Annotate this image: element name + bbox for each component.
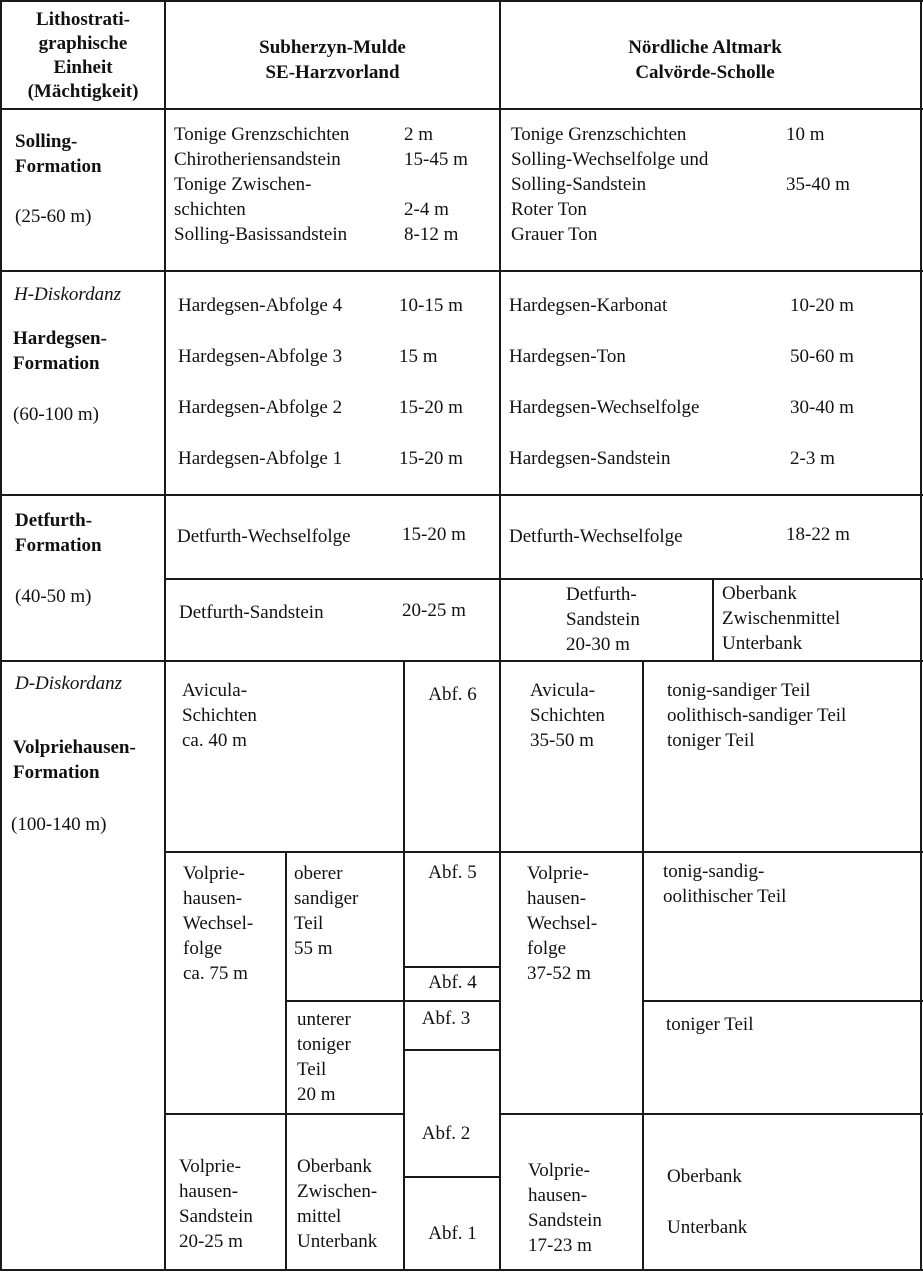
volp-sub-avicula-line: Schichten bbox=[182, 705, 257, 726]
volp-sub-unterer-line: 20 m bbox=[297, 1084, 336, 1105]
detfurth-sub-sandstein: Detfurth-Sandstein bbox=[179, 602, 324, 623]
volp-sub-sandstein-part: Oberbank bbox=[297, 1156, 372, 1177]
volp-alt-sandstein-line: hausen- bbox=[528, 1185, 588, 1206]
volp-alt-wechsel-line: hausen- bbox=[527, 888, 587, 909]
hardegsen-alt-item: Hardegsen-Wechselfolge bbox=[509, 397, 700, 418]
rule-avicula-bottom bbox=[164, 851, 923, 853]
detfurth-alt-sandstein-part: Oberbank bbox=[722, 583, 797, 604]
volp-alt-wechsel-upper-line: tonig-sandig- bbox=[663, 861, 765, 882]
hardegsen-discordance: H-Diskordanz bbox=[14, 284, 121, 305]
header-subherzyn bbox=[166, 35, 499, 85]
hardegsen-alt-value: 2-3 m bbox=[790, 448, 835, 469]
header-unit-line: (Mächtigkeit) bbox=[27, 81, 139, 102]
volp-alt-sandstein-line: 17-23 m bbox=[528, 1235, 592, 1256]
solling-alt-item: Grauer Ton bbox=[511, 224, 598, 245]
volp-sub-sandstein-part: Unterbank bbox=[297, 1231, 378, 1252]
rule-abf2-bottom bbox=[403, 1176, 500, 1178]
detfurth-alt-sandstein-part: Unterbank bbox=[722, 633, 803, 654]
volp-sub-avicula-line: ca. 40 m bbox=[182, 730, 247, 751]
solling-sub-item: Chirotheriensandstein bbox=[174, 149, 341, 170]
hardegsen-alt-value: 50-60 m bbox=[790, 346, 854, 367]
volp-sub-sandstein-parts bbox=[297, 1154, 377, 1254]
volp-alt-sandstein-line: Volprie- bbox=[528, 1160, 590, 1181]
volp-alt-avicula-part: oolithisch-sandiger Teil bbox=[667, 705, 847, 726]
solling-name bbox=[15, 129, 102, 179]
detfurth-name-line: Formation bbox=[15, 535, 102, 556]
rule-col1 bbox=[164, 0, 166, 1271]
solling-sub-item: Solling-Basissandstein bbox=[174, 224, 348, 245]
volpriehausen-thickness: (100-140 m) bbox=[11, 814, 107, 835]
hardegsen-sub-item: Hardegsen-Abfolge 2 bbox=[178, 397, 343, 418]
hardegsen-alt-item: Hardegsen-Karbonat bbox=[509, 295, 668, 316]
volp-alt-wechsel-line: folge bbox=[527, 938, 567, 959]
volp-alt-sandstein-part: Oberbank bbox=[667, 1166, 742, 1187]
solling-sub-values bbox=[404, 122, 468, 247]
volp-sub-oberer-line: oberer bbox=[294, 863, 343, 884]
solling-sub-item: Tonige Grenzschichten bbox=[174, 124, 350, 145]
solling-alt-value bbox=[786, 197, 850, 222]
header-altmark bbox=[501, 35, 909, 85]
volp-sub-wechsel-line: ca. 75 m bbox=[183, 963, 248, 984]
header-subherzyn-line: SE-Harzvorland bbox=[265, 62, 400, 83]
volp-alt-avicula-line: 35-50 m bbox=[530, 730, 594, 751]
hardegsen-name-line: Hardegsen- bbox=[13, 328, 107, 349]
hardegsen-alt-item: Hardegsen-Sandstein bbox=[509, 448, 671, 469]
hardegsen-alt-value: 30-40 m bbox=[790, 397, 854, 418]
rule-left bbox=[0, 0, 2, 1271]
hardegsen-thickness: (60-100 m) bbox=[13, 404, 100, 425]
hardegsen-alt-value: 10-20 m bbox=[790, 295, 854, 316]
header-unit-line: Lithostrati- bbox=[36, 9, 130, 30]
rule-col2 bbox=[499, 0, 501, 1271]
hardegsen-sub-item: Hardegsen-Abfolge 1 bbox=[178, 448, 343, 469]
header-unit-line: Einheit bbox=[53, 57, 113, 78]
volp-alt-wechsel-upper bbox=[663, 859, 786, 909]
volp-sub-sandstein-part: mittel bbox=[297, 1206, 342, 1227]
volp-sub-sandstein-part: Zwischen- bbox=[297, 1181, 378, 1202]
volp-alt-avicula-line: Schichten bbox=[530, 705, 605, 726]
hardegsen-name-line: Formation bbox=[13, 353, 100, 374]
detfurth-alt-sandstein-line: Detfurth- bbox=[566, 584, 637, 605]
rule-abf-left bbox=[403, 660, 405, 1271]
rule-abf3-bottom bbox=[403, 1049, 500, 1051]
solling-alt-item: Roter Ton bbox=[511, 199, 587, 220]
solling-sub-value: 15-45 m bbox=[404, 149, 468, 170]
volp-alt-wechsel-upper-line: oolithischer Teil bbox=[663, 886, 787, 907]
solling-alt-item: Tonige Grenzschichten bbox=[511, 124, 687, 145]
volpriehausen-discordance: D-Diskordanz bbox=[15, 673, 122, 694]
detfurth-alt-sandstein-parts bbox=[722, 581, 840, 656]
detfurth-sub-wechsel: Detfurth-Wechselfolge bbox=[177, 526, 351, 547]
detfurth-alt-wechsel-value: 18-22 m bbox=[786, 524, 850, 545]
volp-alt-wechsel-line: Volprie- bbox=[527, 863, 589, 884]
hardegsen-sub-value: 10-15 m bbox=[399, 295, 463, 316]
solling-sub-items bbox=[174, 122, 349, 247]
rule-detfurth-alt-split bbox=[712, 578, 714, 662]
volpriehausen-name-line: Volpriehausen- bbox=[13, 737, 136, 758]
rule-wechsel-bottom bbox=[164, 1113, 403, 1115]
volp-sub-sandstein bbox=[179, 1154, 253, 1254]
volp-alt-avicula bbox=[530, 678, 605, 753]
detfurth-name bbox=[15, 508, 102, 558]
hardegsen-sub-value: 15-20 m bbox=[399, 397, 463, 418]
volp-alt-wechsel-lower: toniger Teil bbox=[666, 1014, 754, 1035]
volp-sub-wechsel bbox=[183, 861, 253, 986]
volp-sub-wechsel-line: Volprie- bbox=[183, 863, 245, 884]
header-subherzyn-line: Subherzyn-Mulde bbox=[259, 37, 406, 58]
detfurth-alt-sandstein-line: 20-30 m bbox=[566, 634, 630, 655]
solling-alt-value: 10 m bbox=[786, 124, 825, 145]
solling-name-line: Solling- bbox=[15, 131, 78, 152]
volp-alt-avicula-parts bbox=[667, 678, 846, 753]
detfurth-sub-wechsel-value: 15-20 m bbox=[402, 524, 466, 545]
volp-alt-avicula-part: toniger Teil bbox=[667, 730, 755, 751]
solling-alt-value bbox=[786, 147, 850, 172]
volp-alt-avicula-line: Avicula- bbox=[530, 680, 596, 701]
abf-label: Abf. 6 bbox=[428, 684, 477, 705]
hardegsen-sub-item: Hardegsen-Abfolge 3 bbox=[178, 346, 343, 367]
solling-alt-values bbox=[786, 122, 850, 247]
rule-alt-wechsel-bottom bbox=[500, 1113, 923, 1115]
rule-alt-upper-bottom bbox=[642, 1000, 923, 1002]
solling-alt-value: 35-40 m bbox=[786, 174, 850, 195]
hardegsen-alt-item: Hardegsen-Ton bbox=[509, 346, 626, 367]
detfurth-sub-sandstein-value: 20-25 m bbox=[402, 600, 466, 621]
rule-right bbox=[920, 0, 922, 1271]
rule-oberer-bottom bbox=[285, 1000, 500, 1002]
detfurth-alt-sandstein-line: Sandstein bbox=[566, 609, 640, 630]
detfurth-name-line: Detfurth- bbox=[15, 510, 93, 531]
volp-alt-sandstein-line: Sandstein bbox=[528, 1210, 602, 1231]
solling-sub-value: 2 m bbox=[404, 124, 434, 145]
solling-sub-value: 8-12 m bbox=[404, 224, 459, 245]
solling-sub-value bbox=[404, 172, 468, 197]
header-unit bbox=[2, 8, 164, 104]
volp-sub-wechsel-line: hausen- bbox=[183, 888, 243, 909]
volp-alt-sandstein-part: Unterbank bbox=[667, 1217, 748, 1238]
rule-sub-inner bbox=[285, 851, 287, 1271]
volp-sub-oberer-line: 55 m bbox=[294, 938, 333, 959]
abf-label: Abf. 1 bbox=[428, 1223, 477, 1244]
rule-detfurth-bottom bbox=[0, 660, 923, 662]
hardegsen-sub-value: 15-20 m bbox=[399, 448, 463, 469]
rule-top bbox=[0, 0, 923, 2]
volp-sub-avicula bbox=[182, 678, 257, 753]
volp-sub-unterer-line: unterer bbox=[297, 1009, 351, 1030]
solling-sub-value: 2-4 m bbox=[404, 199, 449, 220]
solling-sub-item: schichten bbox=[174, 199, 246, 220]
volp-sub-unterer-line: Teil bbox=[297, 1059, 327, 1080]
header-altmark-line: Calvörde-Scholle bbox=[635, 62, 775, 83]
rule-solling-bottom bbox=[0, 270, 923, 272]
header-altmark-line: Nördliche Altmark bbox=[628, 37, 782, 58]
volp-alt-sandstein bbox=[528, 1158, 602, 1258]
solling-name-line: Formation bbox=[15, 156, 102, 177]
rule-bottom bbox=[0, 1269, 923, 1271]
abf-label: Abf. 5 bbox=[428, 862, 477, 883]
volp-sub-oberer-line: sandiger bbox=[294, 888, 359, 909]
volp-sub-sandstein-line: Volprie- bbox=[179, 1156, 241, 1177]
volp-sub-avicula-line: Avicula- bbox=[182, 680, 248, 701]
solling-alt-item: Solling-Sandstein bbox=[511, 174, 647, 195]
detfurth-alt-sandstein bbox=[566, 582, 640, 657]
rule-detfurth-mid bbox=[164, 578, 923, 580]
volp-sub-oberer-line: Teil bbox=[294, 913, 324, 934]
volp-sub-wechsel-line: Wechsel- bbox=[183, 913, 254, 934]
volp-sub-unterer bbox=[297, 1007, 351, 1107]
rule-abf5-bottom bbox=[403, 966, 500, 968]
detfurth-alt-wechsel: Detfurth-Wechselfolge bbox=[509, 526, 683, 547]
volp-alt-wechsel-line: 37-52 m bbox=[527, 963, 591, 984]
header-unit-line: graphische bbox=[38, 33, 128, 54]
abf-label: Abf. 3 bbox=[421, 1008, 471, 1029]
detfurth-alt-sandstein-part: Zwischenmittel bbox=[722, 608, 841, 629]
solling-alt-items bbox=[511, 122, 708, 247]
solling-alt-value bbox=[786, 222, 850, 247]
volp-sub-sandstein-line: 20-25 m bbox=[179, 1231, 243, 1252]
solling-alt-item: Solling-Wechselfolge und bbox=[511, 149, 709, 170]
hardegsen-name bbox=[13, 326, 107, 376]
solling-thickness: (25-60 m) bbox=[15, 206, 92, 227]
rule-alt-inner bbox=[642, 660, 644, 1271]
abf-label: Abf. 4 bbox=[428, 972, 477, 993]
volp-sub-sandstein-line: Sandstein bbox=[179, 1206, 253, 1227]
volp-sub-wechsel-line: folge bbox=[183, 938, 223, 959]
volp-alt-wechsel-line: Wechsel- bbox=[527, 913, 598, 934]
volp-alt-avicula-part: tonig-sandiger Teil bbox=[667, 680, 811, 701]
hardegsen-sub-value: 15 m bbox=[399, 346, 438, 367]
volpriehausen-name bbox=[13, 735, 136, 785]
abf-label: Abf. 2 bbox=[421, 1123, 471, 1144]
volp-sub-sandstein-line: hausen- bbox=[179, 1181, 239, 1202]
volp-sub-unterer-line: toniger bbox=[297, 1034, 351, 1055]
detfurth-thickness: (40-50 m) bbox=[15, 586, 92, 607]
rule-header-bottom bbox=[0, 108, 923, 110]
volpriehausen-name-line: Formation bbox=[13, 762, 100, 783]
rule-hardegsen-bottom bbox=[0, 494, 923, 496]
solling-sub-item: Tonige Zwischen- bbox=[174, 174, 312, 195]
volp-alt-wechsel bbox=[527, 861, 597, 986]
hardegsen-sub-item: Hardegsen-Abfolge 4 bbox=[178, 295, 343, 316]
volp-sub-oberer bbox=[294, 861, 358, 961]
